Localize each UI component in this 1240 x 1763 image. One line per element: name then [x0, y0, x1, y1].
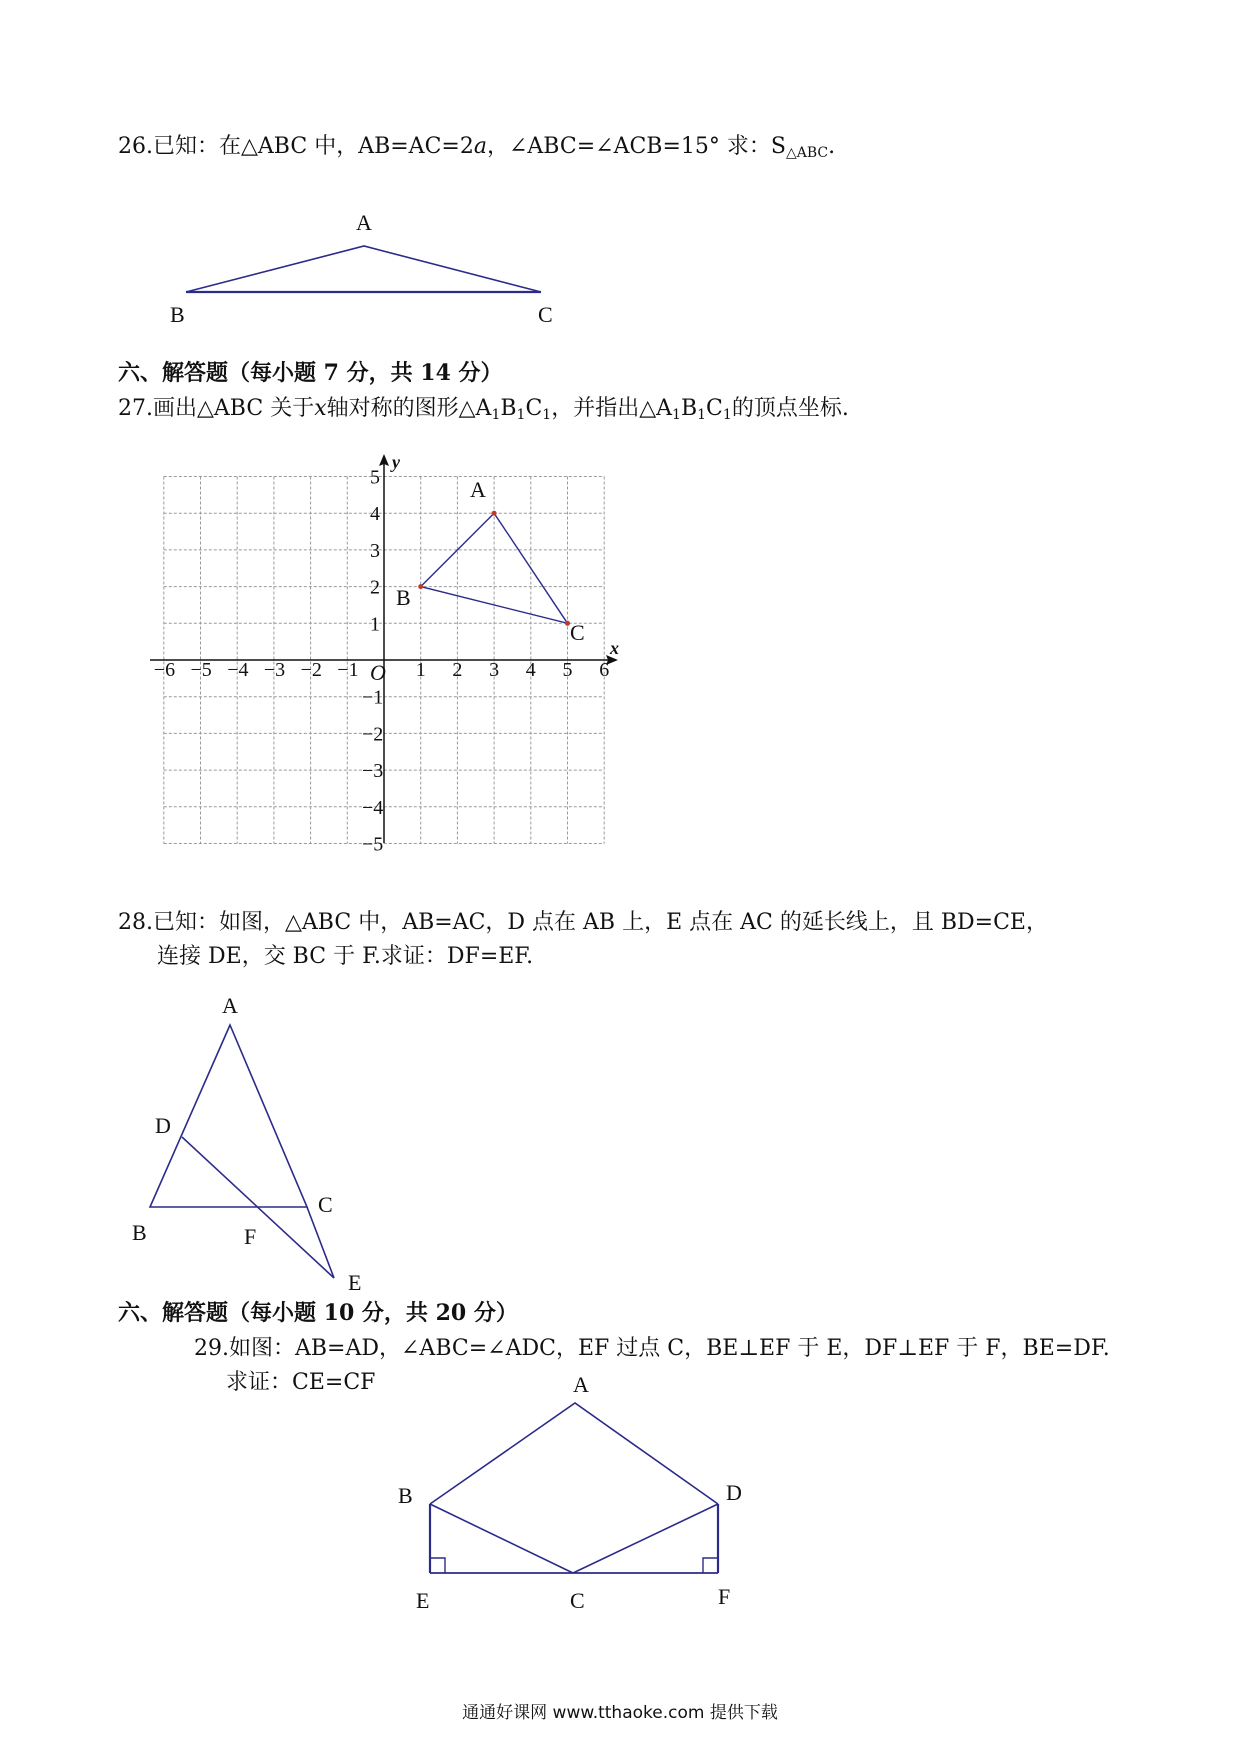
- fig29-right-angle-e: [430, 1558, 445, 1573]
- figure-26: [170, 210, 553, 327]
- var-a: a: [473, 134, 487, 159]
- x-tick-label: −3: [263, 659, 286, 681]
- x-tick-label: 1: [415, 659, 426, 681]
- footer: [0, 1703, 1240, 1763]
- var-x: x: [314, 396, 327, 421]
- fig27-triangle: [396, 477, 585, 645]
- fig26-label-a: A: [356, 210, 372, 235]
- fig27-point-a: [492, 511, 497, 516]
- q28-statement-line1: 28.已知：如图，△ABC 中，AB=AC，D 点在 AB 上，E 点在 AC 的延长线上，且 BD=CE，: [118, 910, 1048, 935]
- fig26-sides-ab-ac: [186, 246, 541, 292]
- fig28-label-a: A: [222, 993, 238, 1018]
- y-tick-label: −2: [362, 723, 384, 746]
- x-tick-label: −4: [227, 659, 249, 681]
- fig27-x-label: x: [610, 638, 619, 658]
- fig29-right-angle-f: [703, 1558, 718, 1573]
- footer-text: 通通好课网 www.tthaoke.com 提供下载: [462, 1703, 778, 1723]
- y-tick-label: −5: [362, 833, 384, 856]
- fig29-segment-bc: [430, 1504, 573, 1573]
- q28-statement-line2: 连接 DE，交 BC 于 F.求证：DF=EF.: [157, 944, 534, 969]
- fig27-origin-label: O: [370, 660, 386, 685]
- fig29-label-a: A: [573, 1372, 589, 1397]
- y-tick-label: −4: [362, 796, 384, 819]
- y-tick-label: 3: [370, 539, 380, 562]
- x-tick-label: 5: [562, 659, 573, 681]
- q29-statement-line2: 求证：CE=CF: [226, 1370, 376, 1395]
- fig27-label-a: A: [470, 477, 486, 502]
- fig29-label-e: E: [416, 1588, 430, 1613]
- fig27-point-b: [418, 584, 423, 589]
- fig29-label-b: B: [398, 1483, 413, 1508]
- section-6a-title: 六、解答题（每小题 7 分，共 14 分）: [118, 360, 503, 386]
- figure-27: [150, 452, 619, 856]
- fig27-label-c: C: [570, 620, 585, 645]
- y-tick-label: −3: [362, 760, 384, 783]
- y-tick-label: 1: [370, 613, 380, 636]
- y-tick-label: 5: [370, 466, 380, 489]
- figure-29: [398, 1372, 742, 1613]
- x-tick-label: −1: [337, 659, 359, 681]
- fig28-ac-extension: [307, 1207, 334, 1278]
- fig28-label-e: E: [348, 1270, 362, 1295]
- x-tick-label: 3: [489, 659, 500, 681]
- q29-statement-line1: 29.如图：AB=AD，∠ABC=∠ADC，EF 过点 C，BE⊥EF 于 E，DF⊥EF 于 F，BE=DF.: [194, 1336, 1110, 1361]
- fig29-label-d: D: [726, 1480, 742, 1505]
- y-tick-label: 2: [370, 576, 380, 599]
- fig28-label-b: B: [132, 1220, 147, 1245]
- x-tick-label: −2: [300, 659, 322, 681]
- x-tick-label: −5: [190, 659, 212, 681]
- fig28-label-c: C: [318, 1192, 333, 1217]
- fig28-label-f: F: [244, 1224, 257, 1249]
- q27-statement: 27.画出△ABC 关于x轴对称的图形$\triangle A_1B_1C_1$，并指出$\triangle A_1B_1C_1$的顶点坐标.: [118, 396, 849, 423]
- fig29-label-c: C: [570, 1588, 585, 1613]
- q26-statement: 26.已知：在△ABC 中，AB=AC=2a，∠ABC=∠ACB=15° 求：$S_{\triangle ABC}$.: [118, 134, 836, 161]
- fig27-y-label: y: [392, 452, 400, 472]
- fig27-axes: [150, 452, 619, 843]
- fig26-label-c: C: [538, 302, 553, 327]
- fig28-label-d: D: [155, 1113, 171, 1138]
- section-6b-title: 六、解答题（每小题 10 分，共 20 分）: [118, 1300, 518, 1326]
- fig27-label-b: B: [396, 585, 411, 610]
- figure-28: [132, 993, 361, 1295]
- fig29-segment-dc: [573, 1504, 718, 1573]
- x-tick-label: −6: [153, 659, 176, 681]
- y-tick-label: −1: [362, 686, 384, 709]
- x-tick-label: 6: [599, 659, 610, 681]
- x-tick-label: 2: [452, 659, 463, 681]
- fig26-label-b: B: [170, 302, 185, 327]
- x-tick-label: 4: [525, 659, 536, 681]
- fig29-sides-ab-ad: [430, 1403, 718, 1504]
- y-tick-label: 4: [370, 503, 380, 526]
- fig29-label-f: F: [718, 1584, 731, 1609]
